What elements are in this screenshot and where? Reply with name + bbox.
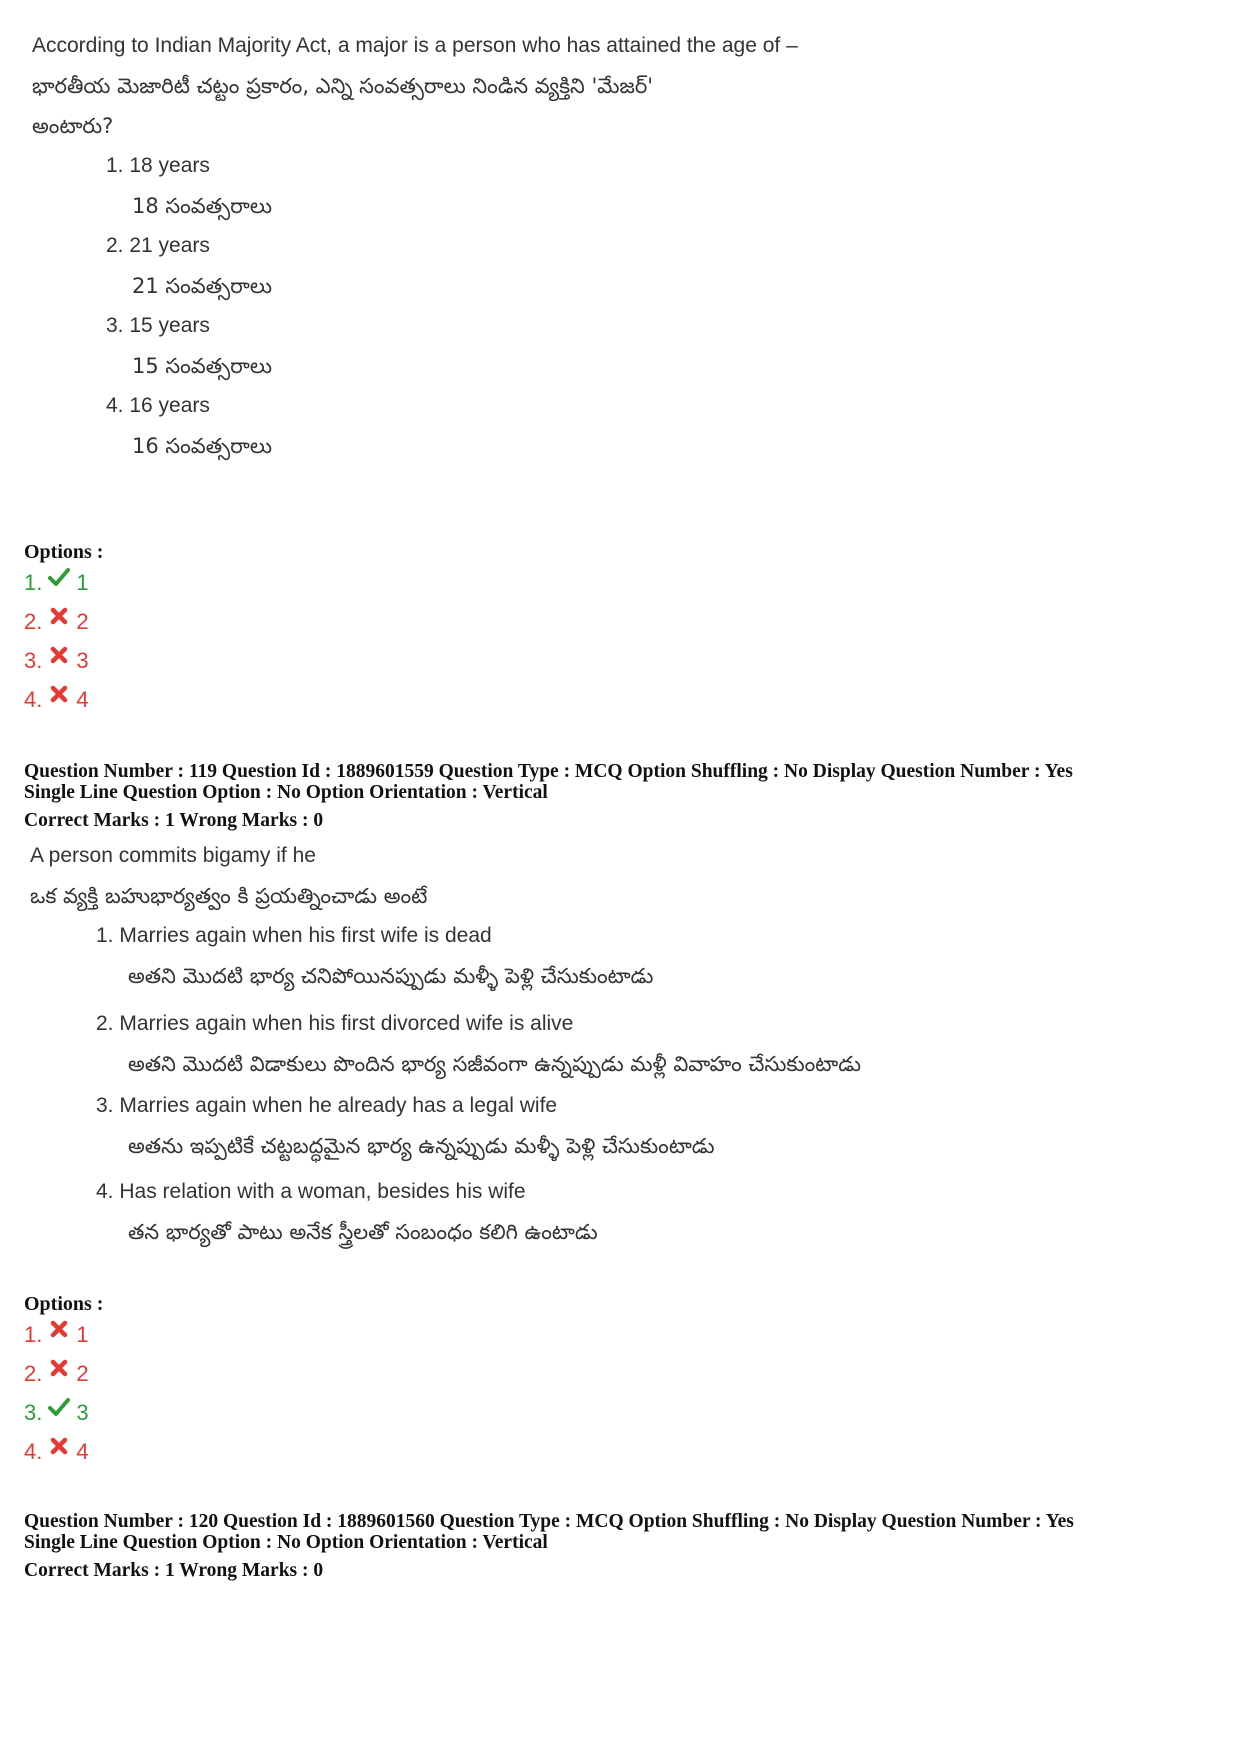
- question-marks: Correct Marks : 1 Wrong Marks : 0: [24, 1560, 324, 1581]
- choice-3-te: అతను ఇప్పటికే చట్టబద్ధమైన భార్య ఉన్నప్పుడు మళ్ళీ పెళ్లి చేసుకుంటాడు: [128, 1134, 715, 1158]
- option-number: 2.: [24, 609, 43, 634]
- question-119-image: [20, 838, 920, 1268]
- question-meta-line1: Question Number : 120 Question Id : 1889601560 Question Type : MCQ Option Shuffling : No Display Question Number : Yes: [24, 1511, 1074, 1532]
- question-meta-line2: Single Line Question Option : No Option Orientation : Vertical: [24, 1532, 548, 1553]
- options-heading: Options :: [24, 1293, 104, 1315]
- choice-1-te: 18 సంవత్సరాలు: [132, 194, 272, 218]
- cross-icon: [48, 1435, 70, 1457]
- choice-1-te: అతని మొదటి భార్య చనిపోయినప్పుడు మళ్ళీ పెళ్లి చేసుకుంటాడు: [128, 964, 654, 988]
- option-number: 3.: [24, 1400, 43, 1425]
- options-heading: Options :: [24, 541, 104, 563]
- choice-1-en: 1. 18 years: [106, 154, 210, 177]
- check-icon: [48, 566, 70, 588]
- choice-3-en: 3. Marries again when he already has a legal wife: [96, 1094, 558, 1117]
- option-1: [24, 1322, 89, 1348]
- cross-icon: [48, 1357, 70, 1379]
- option-number: 1.: [24, 570, 43, 595]
- choice-4-en: 4. Has relation with a woman, besides his wife: [96, 1180, 526, 1203]
- choice-2-te: అతని మొదటి విడాకులు పొందిన భార్య సజీవంగా ఉన్నప్పుడు మళ్లీ వివాహం చేసుకుంటాడు: [128, 1052, 862, 1076]
- option-value: 4: [76, 1439, 89, 1464]
- question-text-en: A person commits bigamy if he: [30, 844, 316, 867]
- option-number: 4.: [24, 1439, 43, 1464]
- question-meta-line2: Single Line Question Option : No Option Orientation : Vertical: [24, 782, 548, 803]
- option-3: [24, 648, 89, 674]
- question-meta-line1: Question Number : 119 Question Id : 1889601559 Question Type : MCQ Option Shuffling : No Display Question Number : Yes: [24, 761, 1073, 782]
- cross-icon: [48, 605, 70, 627]
- question-118-image: [20, 28, 900, 518]
- option-value: 1: [76, 570, 89, 595]
- choice-3-en: 3. 15 years: [106, 314, 210, 337]
- choice-4-te: 16 సంవత్సరాలు: [132, 434, 272, 458]
- question-text-en: According to Indian Majority Act, a major is a person who has attained the age of –: [32, 34, 798, 57]
- option-value: 2: [76, 1361, 89, 1386]
- cross-icon: [48, 644, 70, 666]
- option-value: 4: [76, 687, 89, 712]
- cross-icon: [48, 1318, 70, 1340]
- option-value: 3: [76, 648, 89, 673]
- option-4: [24, 687, 89, 713]
- option-4: [24, 1439, 89, 1465]
- question-text-te-cont: అంటారు?: [32, 114, 114, 138]
- cross-icon: [48, 683, 70, 705]
- option-value: 3: [76, 1400, 89, 1425]
- choice-1-en: 1. Marries again when his first wife is dead: [96, 924, 492, 947]
- check-icon: [48, 1396, 70, 1418]
- choice-4-en: 4. 16 years: [106, 394, 210, 417]
- choice-2-en: 2. Marries again when his first divorced wife is alive: [96, 1012, 574, 1035]
- option-2: [24, 609, 89, 635]
- question-marks: Correct Marks : 1 Wrong Marks : 0: [24, 810, 324, 831]
- option-value: 1: [76, 1322, 89, 1347]
- option-2: [24, 1361, 89, 1387]
- choice-4-te: తన భార్యతో పాటు అనేక స్త్రీలతో సంబంధం కలిగి ఉంటాడు: [128, 1220, 598, 1244]
- option-1: [24, 570, 89, 596]
- option-number: 2.: [24, 1361, 43, 1386]
- option-number: 4.: [24, 687, 43, 712]
- question-text-te: భారతీయ మెజారిటీ చట్టం ప్రకారం, ఎన్ని సంవత్సరాలు నిండిన వ్యక్తిని 'మేజర్': [32, 74, 654, 98]
- choice-2-en: 2. 21 years: [106, 234, 210, 257]
- question-text-te: ఒక వ్యక్తి బహుభార్యత్వం కి ప్రయత్నించాడు అంటే: [30, 884, 428, 908]
- option-3: [24, 1400, 89, 1426]
- choice-3-te: 15 సంవత్సరాలు: [132, 354, 272, 378]
- option-number: 1.: [24, 1322, 43, 1347]
- option-value: 2: [76, 609, 89, 634]
- choice-2-te: 21 సంవత్సరాలు: [132, 274, 272, 298]
- option-number: 3.: [24, 648, 43, 673]
